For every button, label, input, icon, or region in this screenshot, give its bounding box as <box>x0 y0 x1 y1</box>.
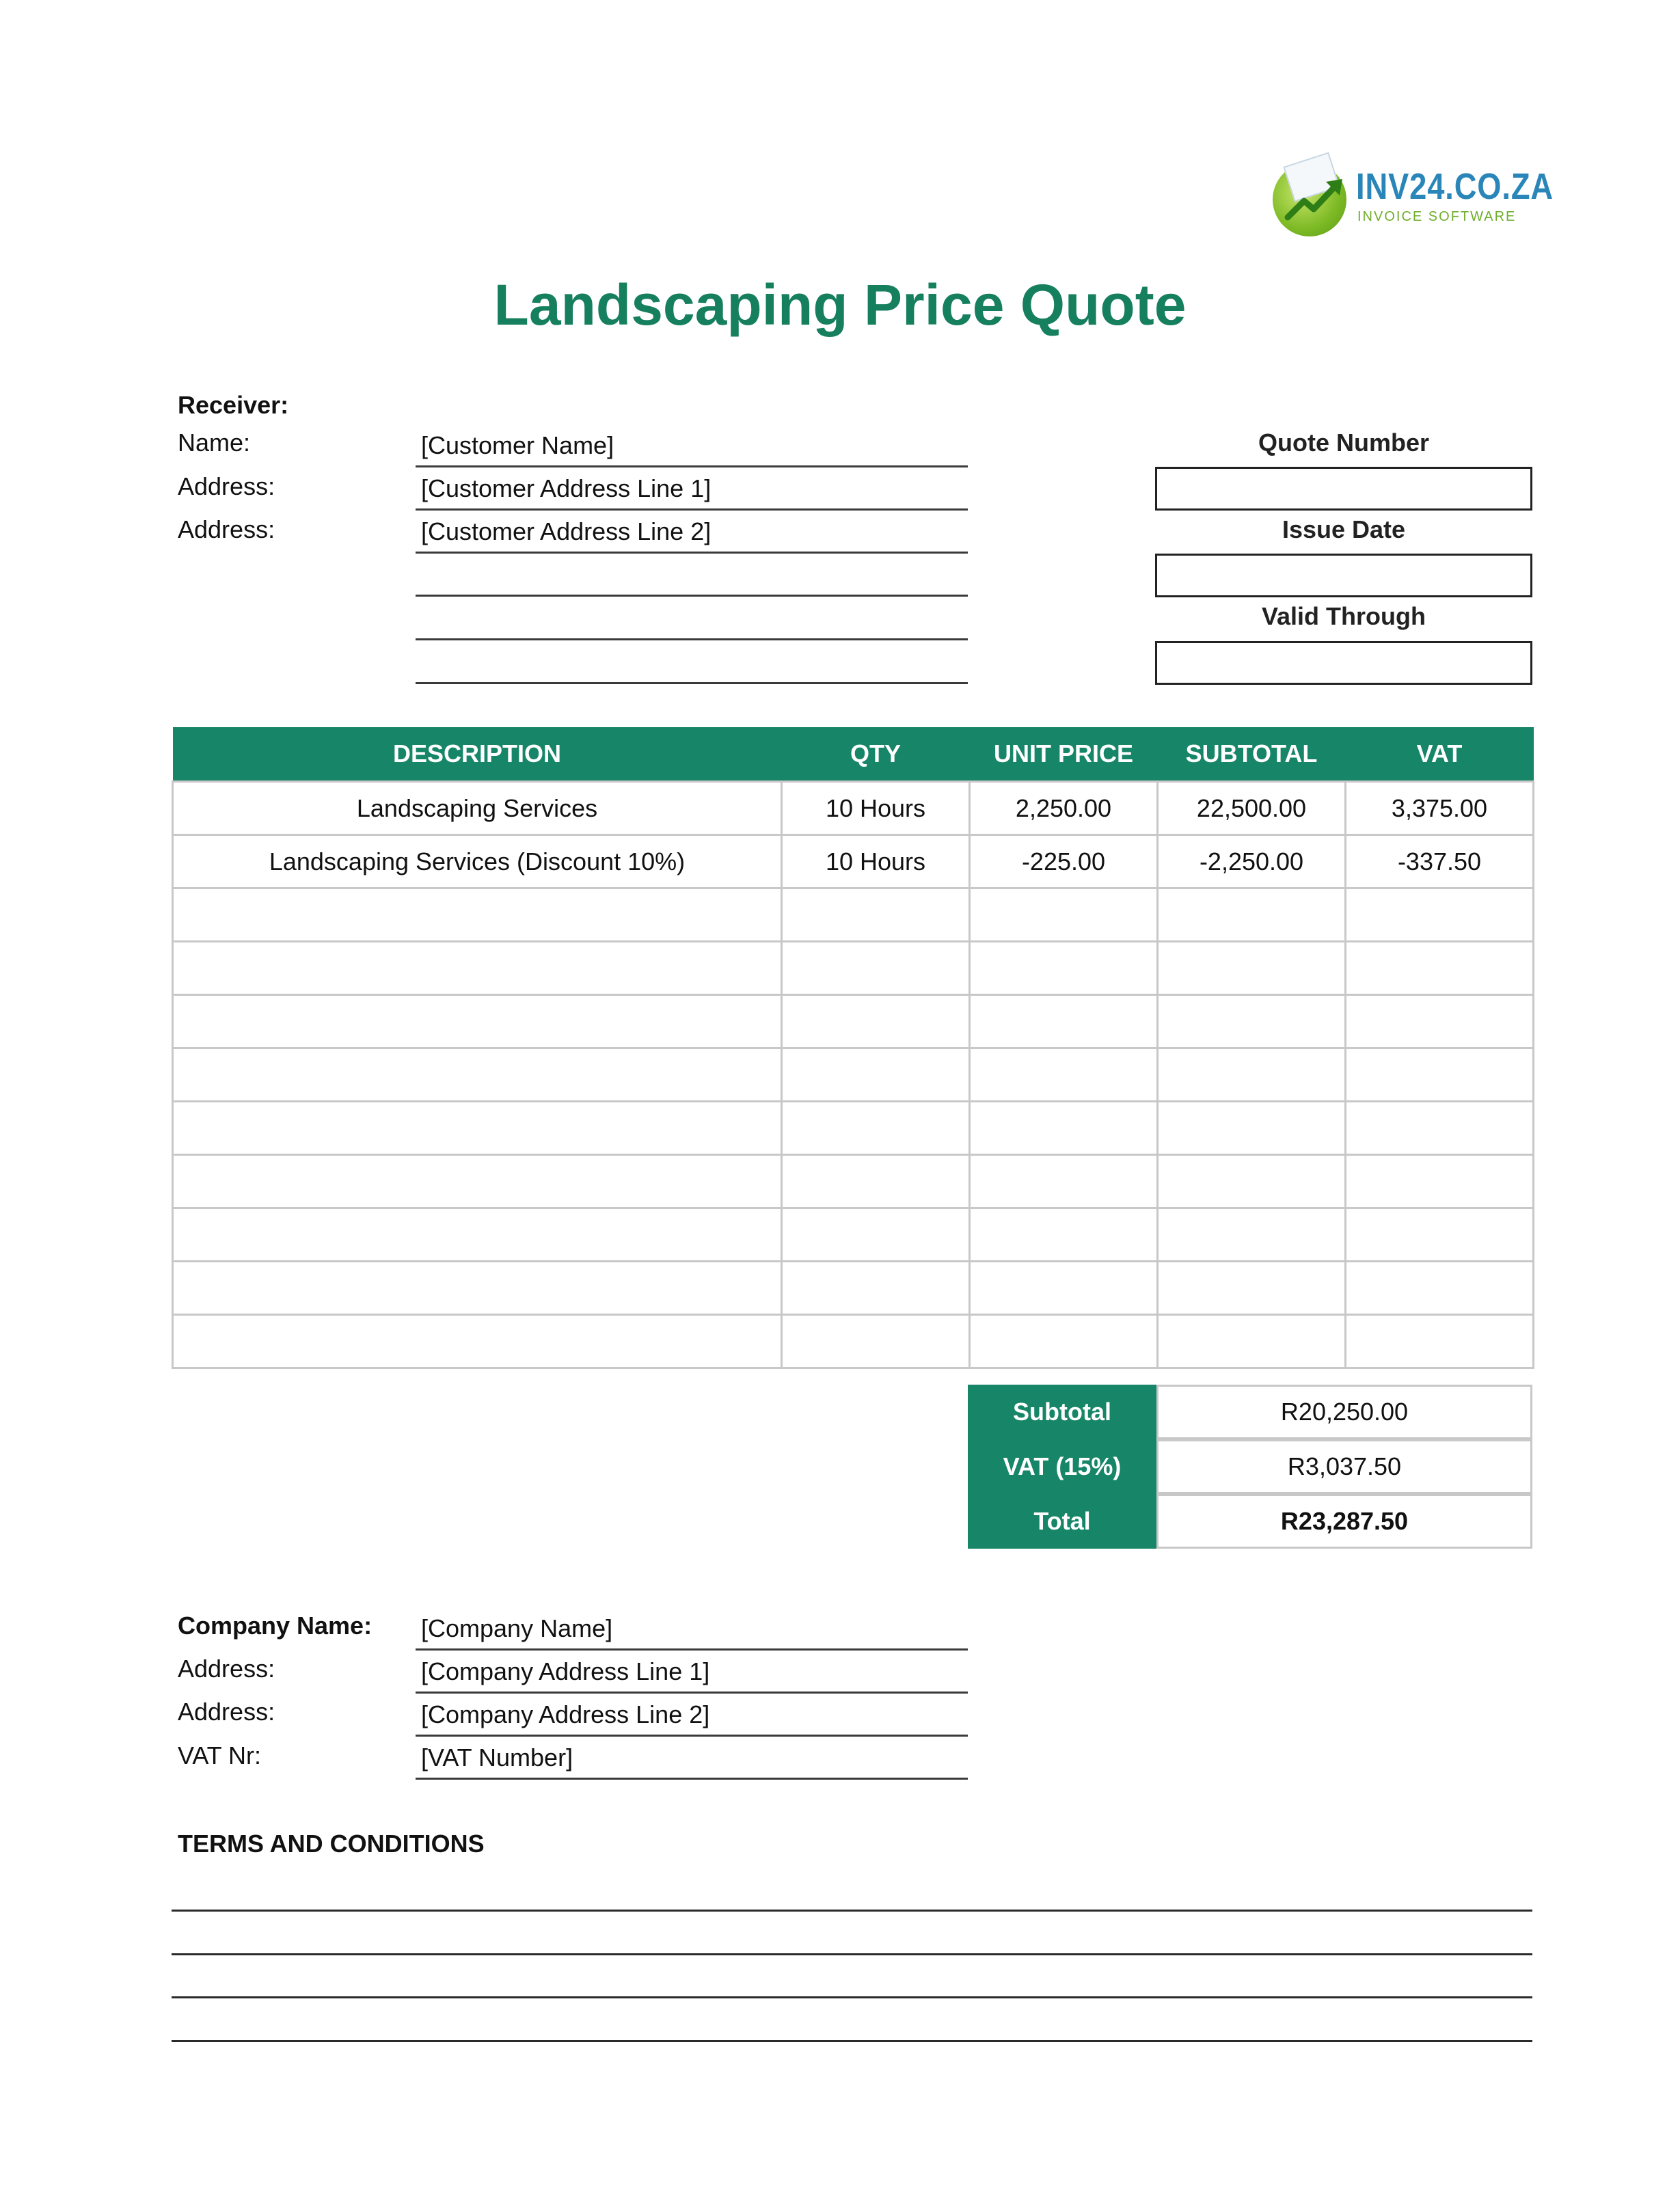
line-items-table <box>172 727 1534 1369</box>
cell[interactable] <box>173 1315 782 1368</box>
cell[interactable] <box>1346 888 1534 942</box>
cell[interactable] <box>782 1315 970 1368</box>
vat-total-value: R3,037.50 <box>1156 1439 1532 1494</box>
row-unit-price[interactable]: -225.00 <box>970 835 1158 888</box>
table-row-empty <box>173 1208 1534 1262</box>
cell[interactable] <box>1346 1155 1534 1208</box>
company-vat-number-field[interactable]: [VAT Number] <box>416 1738 968 1780</box>
cell[interactable] <box>782 1208 970 1262</box>
subtotal-value: R20,250.00 <box>1156 1385 1532 1439</box>
row-vat[interactable]: 3,375.00 <box>1346 782 1534 835</box>
page-title: Landscaping Price Quote <box>493 273 1187 337</box>
table-header-row <box>173 727 1534 782</box>
customer-extra-line-2-field[interactable] <box>416 599 968 640</box>
table-row-empty <box>173 1102 1534 1155</box>
terms-line-4[interactable] <box>172 2040 1532 2042</box>
issue-date-label: Issue Date <box>1282 515 1406 543</box>
table-row-empty <box>173 1315 1534 1368</box>
cell[interactable] <box>173 888 782 942</box>
table-row-empty <box>173 1048 1534 1102</box>
grand-total-value: R23,287.50 <box>1156 1494 1532 1549</box>
terms-line-3[interactable] <box>172 1996 1532 1998</box>
receiver-address-label-1: Address: <box>178 472 275 500</box>
issue-date-field[interactable] <box>1155 554 1532 597</box>
cell[interactable] <box>782 888 970 942</box>
cell[interactable] <box>782 942 970 995</box>
cell[interactable] <box>970 1048 1158 1102</box>
company-address-label-2: Address: <box>178 1698 275 1726</box>
cell[interactable] <box>1346 1102 1534 1155</box>
table-row <box>173 835 1534 888</box>
table-row-empty <box>173 995 1534 1048</box>
cell[interactable] <box>173 1048 782 1102</box>
header-subtotal: SUBTOTAL <box>1158 727 1346 782</box>
table-row-empty <box>173 1262 1534 1315</box>
cell[interactable] <box>1158 1048 1346 1102</box>
cell[interactable] <box>1346 1048 1534 1102</box>
receiver-name-label: Name: <box>178 429 251 457</box>
cell[interactable] <box>1158 1208 1346 1262</box>
table-row <box>173 782 1534 835</box>
cell[interactable] <box>1346 942 1534 995</box>
subtotal-label: Subtotal <box>968 1385 1156 1439</box>
customer-address-line-2-field[interactable]: [Customer Address Line 2] <box>416 512 968 554</box>
growth-arrow-icon <box>1284 176 1345 224</box>
terms-line-2[interactable] <box>172 1953 1532 1955</box>
company-address-line-2-field[interactable]: [Company Address Line 2] <box>416 1695 968 1737</box>
cell[interactable] <box>970 1102 1158 1155</box>
grand-total-label: Total <box>968 1494 1156 1549</box>
cell[interactable] <box>1346 1262 1534 1315</box>
cell[interactable] <box>782 1155 970 1208</box>
cell[interactable] <box>970 1208 1158 1262</box>
header-vat: VAT <box>1346 727 1534 782</box>
table-row-empty <box>173 1155 1534 1208</box>
cell[interactable] <box>1346 995 1534 1048</box>
cell[interactable] <box>1158 942 1346 995</box>
row-subtotal[interactable]: 22,500.00 <box>1158 782 1346 835</box>
row-description[interactable]: Landscaping Services (Discount 10%) <box>173 835 782 888</box>
cell[interactable] <box>173 995 782 1048</box>
header-unit-price: UNIT PRICE <box>970 727 1158 782</box>
company-vat-label: VAT Nr: <box>178 1741 262 1769</box>
cell[interactable] <box>173 942 782 995</box>
table-row-empty <box>173 888 1534 942</box>
cell[interactable] <box>1158 1155 1346 1208</box>
table-row-empty <box>173 942 1534 995</box>
receiver-heading: Receiver: <box>178 391 289 419</box>
valid-through-label: Valid Through <box>1262 602 1426 630</box>
cell[interactable] <box>782 1262 970 1315</box>
cell[interactable] <box>173 1262 782 1315</box>
cell[interactable] <box>173 1208 782 1262</box>
cell[interactable] <box>1158 1315 1346 1368</box>
company-logo <box>1273 156 1554 236</box>
cell[interactable] <box>1158 1102 1346 1155</box>
company-name-label: Company Name: <box>178 1612 372 1640</box>
cell[interactable] <box>1158 1262 1346 1315</box>
vat-total-label: VAT (15%) <box>968 1439 1156 1494</box>
cell[interactable] <box>970 1155 1158 1208</box>
company-name-field[interactable]: [Company Name] <box>416 1609 968 1651</box>
valid-through-field[interactable] <box>1155 641 1532 685</box>
terms-heading: TERMS AND CONDITIONS <box>178 1830 485 1858</box>
cell[interactable] <box>1158 995 1346 1048</box>
quote-number-label: Quote Number <box>1258 429 1429 457</box>
cell[interactable] <box>1158 888 1346 942</box>
row-subtotal[interactable]: -2,250.00 <box>1158 835 1346 888</box>
cell[interactable] <box>970 1315 1158 1368</box>
company-address-line-1-field[interactable]: [Company Address Line 1] <box>416 1652 968 1694</box>
row-description[interactable]: Landscaping Services <box>173 782 782 835</box>
cell[interactable] <box>782 1102 970 1155</box>
customer-name-field[interactable]: [Customer Name] <box>416 426 968 467</box>
customer-address-line-1-field[interactable]: [Customer Address Line 1] <box>416 469 968 511</box>
cell[interactable] <box>173 1155 782 1208</box>
logo-brand-text: INV24.CO.ZA <box>1356 166 1554 207</box>
receiver-address-label-2: Address: <box>178 515 275 543</box>
row-unit-price[interactable]: 2,250.00 <box>970 782 1158 835</box>
cell[interactable] <box>970 995 1158 1048</box>
row-vat[interactable]: -337.50 <box>1346 835 1534 888</box>
cell[interactable] <box>173 1102 782 1155</box>
cell[interactable] <box>970 942 1158 995</box>
row-qty[interactable]: 10 Hours <box>782 835 970 888</box>
cell[interactable] <box>970 1262 1158 1315</box>
header-qty: QTY <box>782 727 970 782</box>
header-description: DESCRIPTION <box>173 727 782 782</box>
logo-tagline: INVOICE SOFTWARE <box>1357 209 1517 224</box>
cell[interactable] <box>782 995 970 1048</box>
cell[interactable] <box>782 1048 970 1102</box>
company-address-label-1: Address: <box>178 1655 275 1683</box>
terms-line-1[interactable] <box>172 1910 1532 1912</box>
customer-extra-line-1-field[interactable] <box>416 555 968 597</box>
cell[interactable] <box>1346 1315 1534 1368</box>
quote-number-field[interactable] <box>1155 467 1532 511</box>
row-qty[interactable]: 10 Hours <box>782 782 970 835</box>
cell[interactable] <box>970 888 1158 942</box>
cell[interactable] <box>1346 1208 1534 1262</box>
customer-extra-line-3-field[interactable] <box>416 642 968 684</box>
